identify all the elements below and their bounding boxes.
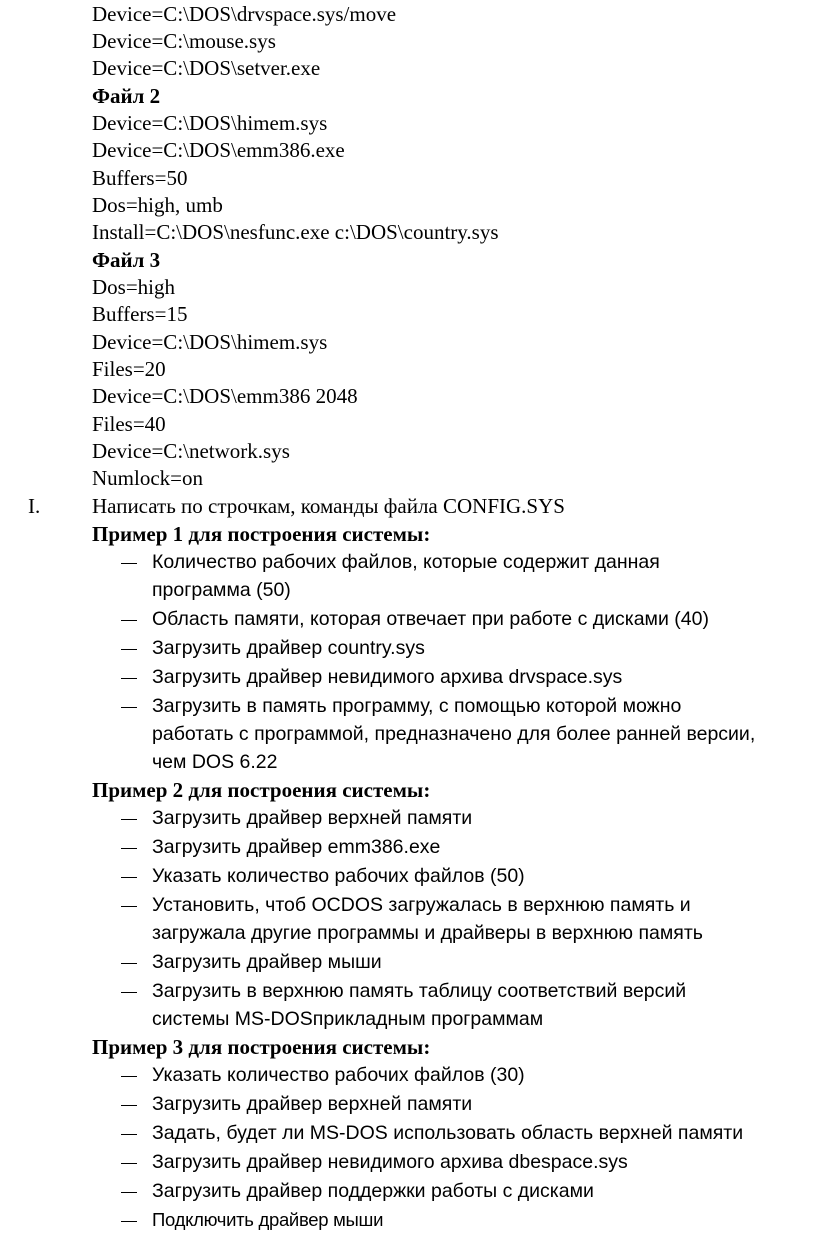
dash-bullet [121,1134,137,1135]
dash-bullet [121,1221,137,1222]
list-item-line: Задать, будет ли MS-DOS использовать область верхней памяти [152,1122,744,1144]
list-item-line: Указать количество рабочих файлов (30) [152,1064,525,1086]
config-line: Device=C:\DOS\emm386 2048 [92,384,358,408]
example1-heading: Пример 1 для построения системы: [92,522,431,546]
config-line: Device=C:\DOS\himem.sys [92,330,328,354]
list-item-line: Подключить драйвер мыши [152,1209,384,1230]
list-item-line: Указать количество рабочих файлов (50) [152,865,525,887]
example2-heading: Пример 2 для построения системы: [92,778,431,802]
dash-bullet [121,906,137,907]
dash-bullet [121,848,137,849]
list-item-line: Загрузить драйвер верхней памяти [152,807,473,829]
list-item-line: Область памяти, которая отвечает при работе с дисками (40) [152,608,709,630]
task-text: Написать по строчкам, команды файла CONFIG.SYS [92,494,565,518]
dash-bullet [121,649,137,650]
file2-heading: Файл 2 [92,84,161,108]
list-item-line: Загрузить драйвер верхней памяти [152,1093,473,1115]
config-line: Device=C:\DOS\drvspace.sys/move [92,2,397,26]
dash-bullet [121,678,137,679]
config-line: Files=20 [92,357,166,381]
list-item-line: Загрузить в верхнюю память таблицу соответствий версий [152,980,687,1002]
config-line: Dos=high, umb [92,193,223,217]
list-item-line: Загрузить драйвер emm386.exe [152,836,441,858]
list-item-line: работать с программой, предназначено для более ранней версии, [152,723,756,745]
dash-bullet [121,1105,137,1106]
list-item-line: программа (50) [152,579,291,601]
list-item-line: Количество рабочих файлов, которые содержит данная [152,551,660,573]
dash-bullet [121,620,137,621]
list-item-line: Установить, чтоб OCDOS загружалась в верхнюю память и [152,894,691,916]
config-line: Dos=high [92,275,176,299]
list-item-line: загружала другие программы и драйверы в верхнюю память [152,922,703,944]
task-number: I. [28,494,41,518]
dash-bullet [121,1163,137,1164]
dash-bullet [121,963,137,964]
config-line: Device=C:\mouse.sys [92,29,276,53]
file3-heading: Файл 3 [92,248,161,272]
list-item-line: Загрузить драйвер невидимого архива drvspace.sys [152,666,623,688]
dash-bullet [121,992,137,993]
config-line: Numlock=on [92,466,203,490]
dash-bullet [121,563,137,564]
config-line: Device=C:\DOS\emm386.exe [92,138,345,162]
dash-bullet [121,1076,137,1077]
config-line: Device=C:\DOS\setver.exe [92,56,321,80]
config-line: Install=C:\DOS\nesfunc.exe c:\DOS\country.sys [92,220,499,244]
config-line: Files=40 [92,412,166,436]
list-item-line: Загрузить драйвер поддержки работы с дисками [152,1180,594,1202]
config-line: Buffers=50 [92,166,188,190]
list-item-line: системы MS-DOSприкладным программам [152,1008,544,1030]
list-item-line: Загрузить драйвер невидимого архива dbespace.sys [152,1151,628,1173]
dash-bullet [121,877,137,878]
list-item-line: Загрузить драйвер мыши [152,951,382,973]
config-line: Device=C:\DOS\himem.sys [92,111,328,135]
example3-heading: Пример 3 для построения системы: [92,1035,431,1059]
list-item-line: Загрузить в память программу, с помощью которой можно [152,695,682,717]
dash-bullet [121,819,137,820]
list-item-line: Загрузить драйвер country.sys [152,637,425,659]
config-line: Device=C:\network.sys [92,439,290,463]
list-item-line: чем DOS 6.22 [152,751,278,773]
dash-bullet [121,707,137,708]
dash-bullet [121,1192,137,1193]
config-line: Buffers=15 [92,302,188,326]
